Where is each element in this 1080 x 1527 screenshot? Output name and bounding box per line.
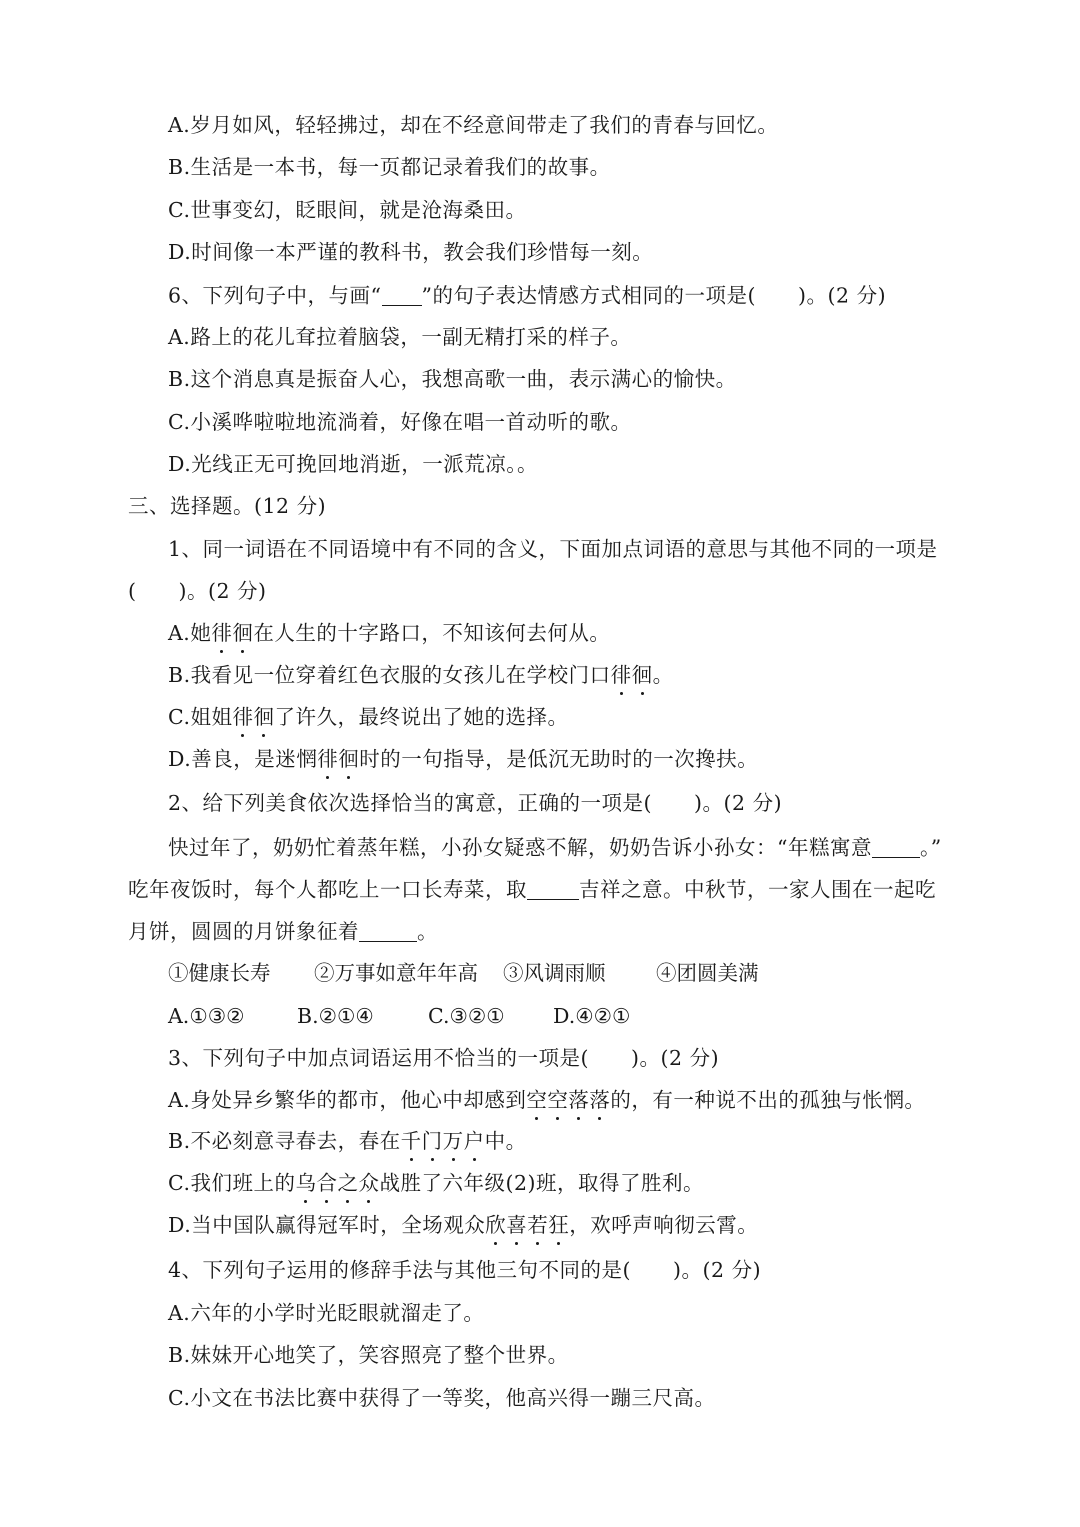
dotted-char: 门 [421, 1129, 443, 1153]
dotted-char: 万 [442, 1129, 464, 1153]
dotted-char: 众 [358, 1171, 380, 1195]
option-a: A.六年的小学时光眨眼就溜走了。 [168, 1301, 485, 1325]
option-b: B.这个消息真是振奋人心，我想高歌一曲，表示满心的愉快。 [168, 367, 737, 391]
dotted-char: 之 [337, 1171, 359, 1195]
option-text: D.善良，是迷惘 [168, 747, 318, 771]
passage-text: 快过年了，奶奶忙着蒸年糕，小孙女疑惑不解，奶奶告诉小孙女：“年糕寓意 [168, 835, 872, 860]
option-text: 。 [652, 663, 674, 687]
option-c [168, 707, 568, 728]
option-text: 战胜了六年级(2)班，取得了胜利。 [379, 1171, 705, 1195]
passage-line [168, 836, 942, 858]
option-b: B.②①④ [297, 1004, 374, 1028]
option-b [168, 665, 674, 686]
fill-blank [527, 878, 579, 900]
dotted-char: 徊 [631, 663, 653, 687]
dotted-char: 徊 [338, 747, 360, 771]
option-a: A.①③② [168, 1004, 245, 1028]
question-2-stem: 2、给下列美食依次选择恰当的寓意，正确的一项是( )。(2 分) [168, 791, 783, 815]
option-a: A.路上的花儿耷拉着脑袋，一副无精打采的样子。 [168, 325, 632, 349]
dotted-char: 乌 [295, 1171, 317, 1195]
option-b: B.生活是一本书，每一页都记录着我们的故事。 [168, 155, 611, 179]
dotted-char: 落 [568, 1088, 590, 1112]
question-1-stem: 1、同一词语在不同语境中有不同的含义，下面加点词语的意思与其他不同的一项是 [168, 537, 938, 561]
option-c: C.小溪哗啦啦地流淌着，好像在唱一首动听的歌。 [168, 410, 632, 434]
passage-text: 月饼，圆圆的月饼象征着 [128, 919, 359, 944]
option-b [168, 1131, 527, 1152]
dotted-char: 徊 [232, 621, 254, 645]
option-c: C.③②① [428, 1004, 505, 1028]
dotted-char: 喜 [506, 1213, 528, 1237]
passage-text: 吃年夜饭时，每个人都吃上一口长寿菜，取 [128, 877, 527, 902]
dotted-char: 千 [400, 1129, 422, 1153]
option-text: A.身处异乡繁华的都市，他心中却感到 [168, 1088, 527, 1112]
option-d: D.④②① [553, 1004, 631, 1028]
section-heading: 三、选择题。(12 分) [128, 494, 327, 518]
underline-sample [382, 284, 422, 306]
option-d: D.时间像一本严谨的教科书，教会我们珍惜每一刻。 [168, 240, 654, 264]
fill-blank [359, 920, 417, 942]
option-text: D.当中国队赢得冠军时，全场观众 [168, 1213, 486, 1237]
dotted-char: 户 [463, 1129, 485, 1153]
fill-blank [872, 836, 920, 858]
dotted-char: 欣 [485, 1213, 507, 1237]
option-text: 了许久，最终说出了她的选择。 [274, 705, 569, 729]
option-text: 时的一句指导，是低沉无助时的一次搀扶。 [359, 747, 759, 771]
option-c [168, 1173, 704, 1194]
option-a [168, 623, 610, 644]
option-text: C.姐姐 [168, 705, 233, 729]
question-6-stem [168, 284, 886, 306]
option-text: B.不必刻意寻春去，春在 [168, 1129, 401, 1153]
dotted-char: 若 [527, 1213, 549, 1237]
option-text: 中。 [484, 1129, 527, 1153]
passage-text: 。” [919, 835, 942, 860]
option-text: A.她 [168, 621, 212, 645]
option-b: B.妹妹开心地笑了，笑容照亮了整个世界。 [168, 1343, 569, 1367]
dotted-char: 合 [316, 1171, 338, 1195]
passage-text: 。 [417, 919, 438, 944]
meaning-choice-4: ④团圆美满 [656, 961, 759, 985]
meaning-choice-1: ①健康长寿 [168, 961, 271, 985]
option-c: C.世事变幻，眨眼间，就是沧海桑田。 [168, 198, 527, 222]
option-text: 的，有一种说不出的孤独与怅惘。 [610, 1088, 926, 1112]
question-1-stem-cont: ( )。(2 分) [128, 579, 267, 603]
meaning-choice-2: ②万事如意年年高 [314, 961, 478, 985]
option-text: C.我们班上的 [168, 1171, 296, 1195]
dotted-char: 徘 [317, 747, 339, 771]
option-a [168, 1090, 925, 1111]
option-c: C.小文在书法比赛中获得了一等奖，他高兴得一蹦三尺高。 [168, 1386, 716, 1410]
option-a: A.岁月如风，轻轻拂过，却在不经意间带走了我们的青春与回忆。 [168, 113, 779, 137]
dotted-char: 徘 [232, 705, 254, 729]
dotted-char: 落 [589, 1088, 611, 1112]
question-stem-part: 6、下列句子中，与画“ [168, 283, 382, 308]
option-text: ，欢呼声响彻云霄。 [569, 1213, 759, 1237]
question-4-stem: 4、下列句子运用的修辞手法与其他三句不同的是( )。(2 分) [168, 1258, 762, 1282]
question-3-stem: 3、下列句子中加点词语运用不恰当的一项是( )。(2 分) [168, 1046, 720, 1070]
question-stem-part: ”的句子表达情感方式相同的一项是( )。(2 分) [421, 283, 887, 308]
option-d: D.光线正无可挽回地消逝，一派荒凉。。 [168, 452, 538, 476]
dotted-char: 狂 [548, 1213, 570, 1237]
option-text: 在人生的十字路口，不知该何去何从。 [253, 621, 611, 645]
option-d [168, 749, 758, 770]
dotted-char: 空 [547, 1088, 569, 1112]
option-text: B.我看见一位穿着红色衣服的女孩儿在学校门口 [168, 663, 611, 687]
passage-line [128, 878, 936, 900]
passage-line [128, 920, 438, 942]
dotted-char: 徘 [211, 621, 233, 645]
meaning-choice-3: ③风调雨顺 [503, 961, 606, 985]
dotted-char: 徊 [253, 705, 275, 729]
passage-text: 吉祥之意。中秋节，一家人围在一起吃 [579, 877, 936, 902]
option-d [168, 1215, 758, 1236]
dotted-char: 徘 [610, 663, 632, 687]
dotted-char: 空 [526, 1088, 548, 1112]
